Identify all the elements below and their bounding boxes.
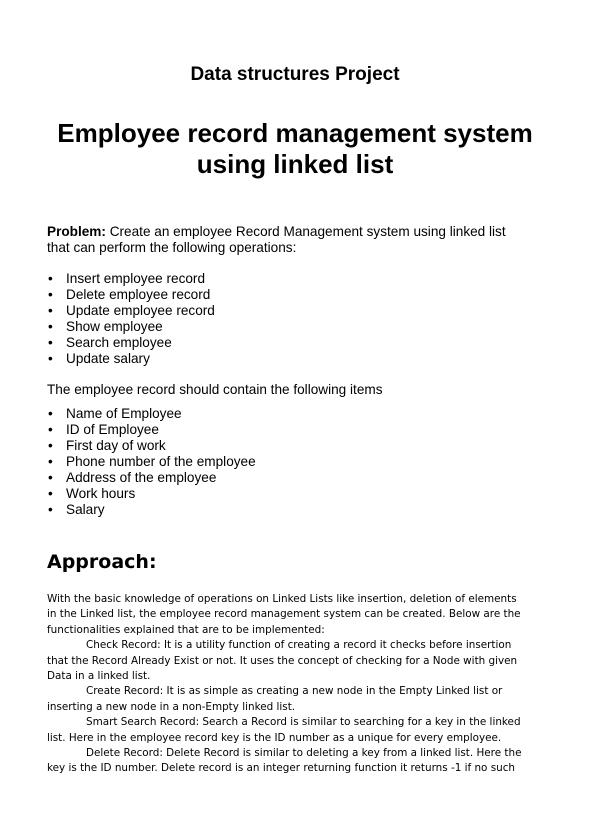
problem-text-1: Create an employee Record Management system using linked list bbox=[105, 224, 506, 239]
list-item: • Show employee bbox=[48, 319, 163, 334]
approach-line: Check Record: It is a utility function of creating a record it checks before insertion bbox=[86, 639, 512, 652]
approach-heading: Approach: bbox=[47, 551, 157, 573]
bullet-icon: • bbox=[48, 406, 53, 421]
bullet-icon: • bbox=[48, 303, 53, 318]
approach-line: list. Here in the employee record key is the ID number as a unique for every employee. bbox=[47, 731, 502, 744]
problem-line-2: that can perform the following operations: bbox=[47, 240, 297, 255]
bullet-icon: • bbox=[48, 335, 53, 350]
list-item: • Work hours bbox=[48, 486, 136, 501]
problem-statement bbox=[47, 224, 547, 256]
list-item: • ID of Employee bbox=[48, 422, 159, 437]
record-items-list bbox=[47, 406, 256, 518]
project-subtitle: Data structures Project bbox=[190, 64, 400, 85]
bullet-icon: • bbox=[48, 454, 53, 469]
list-item: • Delete employee record bbox=[48, 287, 211, 302]
list-item: • Update salary bbox=[48, 351, 150, 366]
record-intro: The employee record should contain the following items bbox=[47, 382, 383, 397]
title-line-1: Employee record management system bbox=[57, 118, 533, 148]
approach-line: key is the ID number. Delete record is an integer returning function it returns -1 if no such bbox=[47, 762, 516, 775]
list-item: • Salary bbox=[48, 502, 105, 517]
approach-body bbox=[47, 592, 527, 777]
list-item: • First day of work bbox=[48, 438, 166, 453]
approach-line: Data in a linked list. bbox=[47, 670, 151, 683]
bullet-icon: • bbox=[48, 319, 53, 334]
list-item: • Name of Employee bbox=[48, 406, 182, 421]
approach-line: Delete Record: Delete Record is similar to deleting a key from a linked list. Here the bbox=[86, 747, 522, 760]
problem-label: Problem: bbox=[47, 224, 106, 239]
approach-line: functionalities explained that are to be implemented: bbox=[47, 623, 325, 636]
approach-line: Smart Search Record: Search a Record is similar to searching for a key in the linked bbox=[86, 716, 521, 729]
approach-line: Create Record: It is as simple as creating a new node in the Empty Linked list or bbox=[86, 685, 503, 698]
bullet-icon: • bbox=[48, 287, 53, 302]
bullet-icon: • bbox=[48, 502, 53, 517]
approach-line: in the Linked list, the employee record management system can be created. Below are the bbox=[47, 608, 521, 621]
bullet-icon: • bbox=[48, 486, 53, 501]
bullet-icon: • bbox=[48, 351, 53, 366]
list-item: • Address of the employee bbox=[48, 470, 217, 485]
bullet-icon: • bbox=[48, 422, 53, 437]
approach-line: inserting a new node in a non-Empty linked list. bbox=[47, 700, 296, 713]
document-title bbox=[0, 118, 590, 180]
list-item: • Insert employee record bbox=[48, 271, 206, 286]
operations-list bbox=[47, 271, 215, 367]
approach-line: that the Record Already Exist or not. It uses the concept of checking for a Node with given bbox=[47, 654, 518, 667]
bullet-icon: • bbox=[48, 470, 53, 485]
bullet-icon: • bbox=[48, 438, 53, 453]
list-item: • Phone number of the employee bbox=[48, 454, 256, 469]
title-line-2: using linked list bbox=[196, 149, 394, 179]
bullet-icon: • bbox=[48, 271, 53, 286]
approach-line: With the basic knowledge of operations on Linked Lists like insertion, deletion of elements bbox=[47, 593, 517, 605]
problem-line-1 bbox=[47, 224, 547, 240]
list-item: • Search employee bbox=[48, 335, 172, 350]
list-item: • Update employee record bbox=[48, 303, 215, 318]
